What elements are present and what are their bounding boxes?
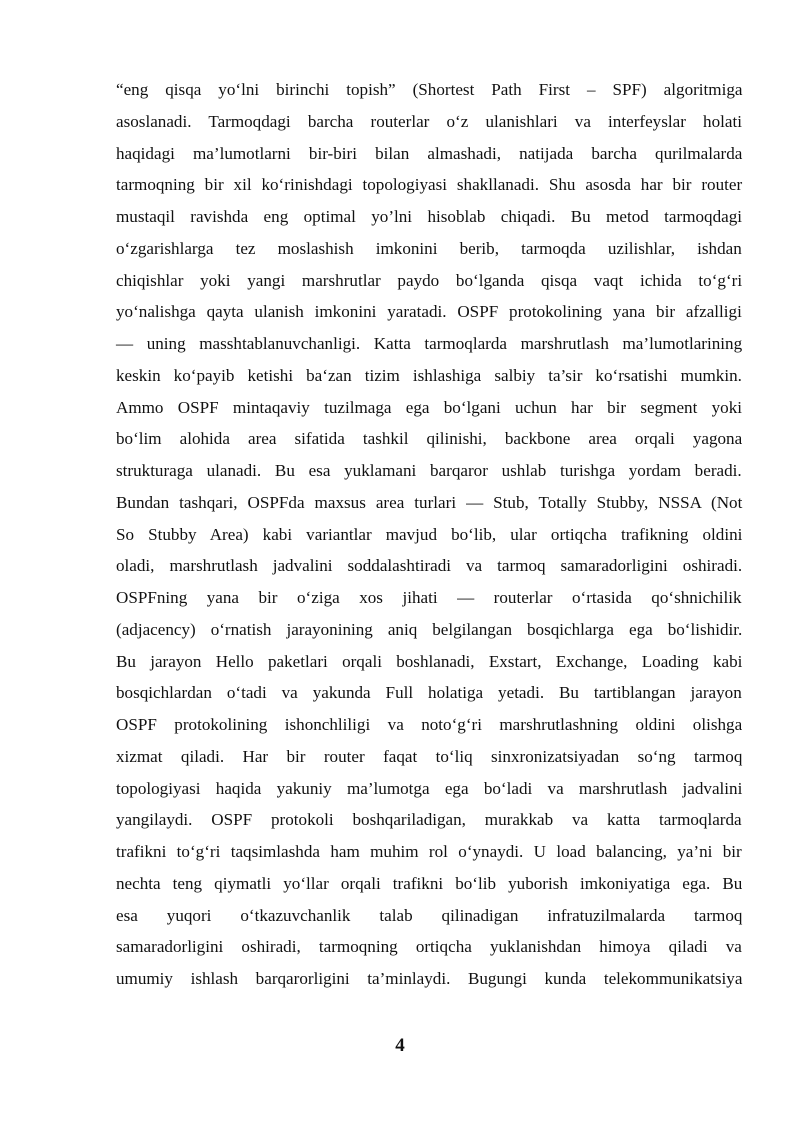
text-line: bosqichlardan o‘tadi va yakunda Full holatiga yetadi. Bu tartiblangan jarayon [116,683,742,703]
text-line: strukturaga ulanadi. Bu esa yuklamani barqaror ushlab turishga yordam beradi. [116,461,742,480]
text-line: topologiyasi haqida yakuniy ma’lumotga ega bo‘ladi va marshrutlash jadvalini [116,778,743,798]
text-line: yo‘nalishga qayta ulanish imkonini yaratadi. OSPF protokolining yana bir afzalligi [116,302,742,322]
text-line: (adjacency) o‘rnatish jarayonining aniq belgilangan bosqichlarga ega bo‘lishidir. [116,619,743,639]
text-line: oladi, marshrutlash jadvalini soddalashtiradi va tarmoq samaradorligini oshiradi. [116,556,743,576]
text-line: Bu jarayon Hello paketlari orqali boshlanadi, Exstart, Exchange, Loading kabi [116,651,743,671]
text-line: mustaqil ravishda eng optimal yo’lni hisoblab chiqadi. Bu metod tarmoqdagi [116,207,743,226]
text-line: keskin ko‘payib ketishi ba‘zan tizim ishlashiga salbiy ta’sir ko‘rsatishi mumkin. [116,365,742,385]
text-line: chiqishlar yoki yangi marshrutlar paydo bo‘lganda qisqa vaqt ichida to‘g‘ri [116,270,743,290]
text-line: OSPF protokolining ishonchliligi va noto‘g‘ri marshrutlashning oldini olishga [116,715,743,734]
page-number: 4 [395,1035,405,1056]
text-line: xizmat qiladi. Har bir router faqat to‘liq sinxronizatsiyadan so‘ng tarmoq [116,746,743,766]
text-line: o‘zgarishlarga tez moslashish imkonini berib, tarmoqda uzilishlar, ishdan [116,238,742,258]
text-line: haqidagi ma’lumotlarni bir-biri bilan almashadi, natijada barcha qurilmalarda [116,143,743,163]
text-line: yangilaydi. OSPF protokoli boshqariladigan, murakkab va katta tarmoqlarda [116,810,742,830]
text-line: Ammo OSPF mintaqaviy tuzilmaga ega bo‘lgani uchun har bir segment yoki [116,397,743,417]
text-line: trafikni to‘g‘ri taqsimlashda ham muhim rol o‘ynaydi. U load balancing, ya’ni bir [116,842,742,861]
text-line: esa yuqori o‘tkazuvchanlik talab qilinadigan infratuzilmalarda tarmoq [116,905,743,925]
text-line: tarmoqning bir xil ko‘rinishdagi topologiyasi shakllanadi. Shu asosda har bir router [116,175,743,195]
text-line: Bundan tashqari, OSPFda maxsus area turlari — Stub, Totally Stubby, NSSA (Not [116,492,743,512]
text-line: nechta teng qiymatli yo‘llar orqali trafikni bo‘lib yuborish imkoniyatiga ega. Bu [116,873,743,893]
text-line: bo‘lim alohida area sifatida tashkil qilinishi, backbone area orqali yagona [116,429,743,449]
text-line: samaradorligini oshiradi, tarmoqning ortiqcha yuklanishdan himoya qiladi va [116,937,742,957]
text-line: asoslanadi. Tarmoqdagi barcha routerlar o‘z ulanishlari va interfeyslar holati [116,111,742,131]
text-line: “eng qisqa yo‘lni birinchi topish” (Shortest Path First – SPF) algoritmiga [116,80,743,99]
body-paragraph [116,74,742,995]
text-line: umumiy ishlash barqarorligini ta’minlaydi. Bugungi kunda telekommunikatsiya [116,969,743,988]
text-line: So Stubby Area) kabi variantlar mavjud bo‘lib, ular ortiqcha trafikning oldini [116,524,743,544]
text-line: OSPFning yana bir o‘ziga xos jihati — routerlar o‘rtasida qo‘shnichilik [116,588,742,607]
text-line: — uning masshtablanuvchanligi. Katta tarmoqlarda marshrutlash ma’lumotlarining [116,334,743,353]
